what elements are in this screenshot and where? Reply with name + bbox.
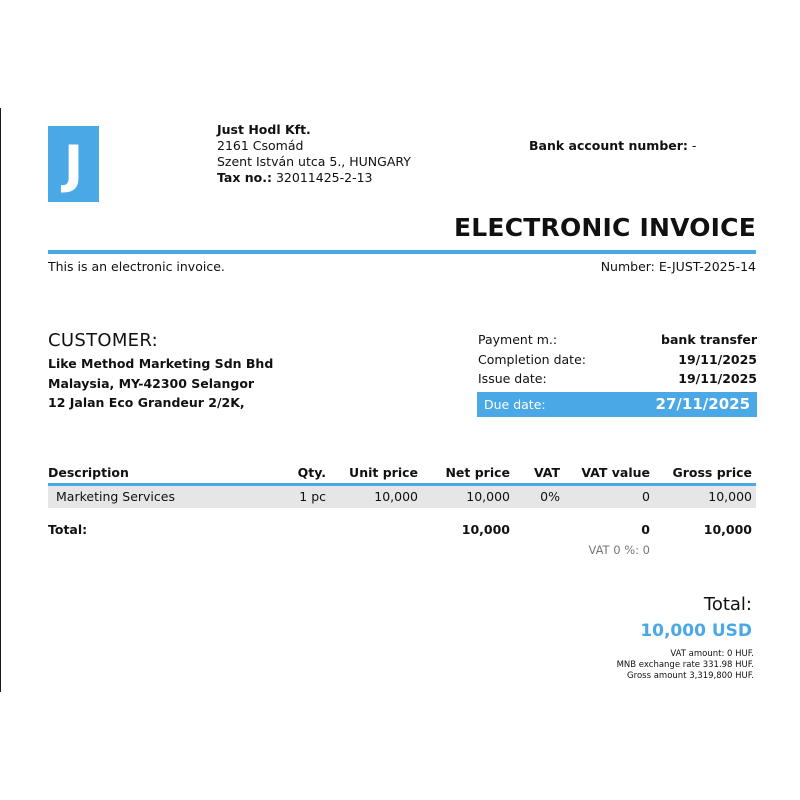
- col-header-description: Description: [48, 462, 274, 484]
- col-header-net-price: Net price: [422, 462, 514, 484]
- seller-tax-number: [217, 170, 411, 186]
- cell-unit-price: 10,000: [330, 484, 422, 508]
- customer-name: Like Method Marketing Sdn Bhd: [48, 356, 274, 371]
- table-row: [48, 484, 756, 508]
- customer-address-line1: Malaysia, MY-42300 Selangor: [48, 375, 255, 391]
- cell-gross-price: 10,000: [654, 484, 756, 508]
- line-items-table: [48, 462, 756, 550]
- due-date-value: 27/11/2025: [655, 395, 750, 413]
- logo-letter: J: [63, 135, 84, 195]
- payment-method-row: [477, 330, 757, 350]
- vat-amount-note: VAT amount: 0 HUF.: [670, 649, 754, 659]
- payment-method-label: Payment m.:: [478, 332, 558, 348]
- seller-info: [217, 122, 411, 186]
- summary-total-label: Total:: [703, 594, 752, 615]
- col-header-gross-price: Gross price: [654, 462, 756, 484]
- page-edge-divider: [0, 108, 1, 692]
- seller-address-line1: 2161 Csomád: [217, 138, 304, 153]
- total-vat-value: 0: [641, 521, 650, 537]
- total-gross: 10,000: [703, 521, 752, 537]
- document-subtitle: This is an electronic invoice.: [48, 259, 225, 274]
- col-header-unit-price: Unit price: [330, 462, 422, 484]
- company-logo: [48, 126, 99, 202]
- issue-date-row: [477, 369, 757, 389]
- invoice-number-value: E-JUST-2025-14: [658, 259, 756, 274]
- invoice-number-label: Number:: [600, 259, 655, 274]
- header-divider: [48, 250, 756, 254]
- seller-name: Just Hodl Kft.: [217, 122, 311, 137]
- gross-amount-note: Gross amount 3,319,800 HUF.: [627, 671, 754, 681]
- cell-description: Marketing Services: [48, 484, 274, 508]
- col-header-qty: Qty.: [274, 462, 330, 484]
- summary-total-amount: 10,000 USD: [640, 621, 752, 641]
- customer-details: [48, 354, 273, 413]
- completion-date-label: Completion date:: [478, 351, 586, 367]
- seller-address-line2: Szent István utca 5., HUNGARY: [217, 154, 411, 169]
- bank-account-label: Bank account number:: [529, 138, 688, 153]
- summary-notes: [617, 649, 754, 682]
- cell-vat-value: 0: [564, 484, 654, 508]
- issue-date-value: 19/11/2025: [678, 371, 757, 387]
- invoice-number: [601, 259, 756, 274]
- vat-breakdown-note: VAT 0 %: 0: [588, 543, 650, 557]
- tax-value: 32011425-2-13: [275, 170, 373, 185]
- table-header-row: [48, 462, 756, 484]
- cell-qty: 1 pc: [274, 484, 330, 508]
- completion-date-row: [477, 350, 757, 370]
- customer-heading: CUSTOMER:: [48, 330, 158, 351]
- due-date-row: [477, 392, 757, 417]
- tax-label: Tax no.:: [217, 170, 272, 185]
- col-header-vat-value: VAT value: [564, 462, 654, 484]
- bank-account-value: -: [691, 138, 697, 153]
- customer-address-line2: 12 Jalan Eco Grandeur 2/2K,: [48, 395, 245, 410]
- col-header-vat: VAT: [514, 462, 564, 484]
- payment-method-value: bank transfer: [661, 332, 757, 348]
- completion-date-value: 19/11/2025: [678, 351, 757, 367]
- exchange-rate-note: MNB exchange rate 331.98 HUF.: [616, 660, 754, 670]
- issue-date-label: Issue date:: [478, 371, 547, 387]
- cell-net-price: 10,000: [422, 484, 514, 508]
- cell-vat: 0%: [514, 484, 564, 508]
- document-title: ELECTRONIC INVOICE: [454, 213, 756, 242]
- total-row-label: Total:: [48, 521, 88, 537]
- bank-account: [529, 138, 696, 153]
- due-date-label: Due date:: [484, 396, 546, 412]
- payment-details: [477, 330, 757, 417]
- total-net: 10,000: [461, 521, 510, 537]
